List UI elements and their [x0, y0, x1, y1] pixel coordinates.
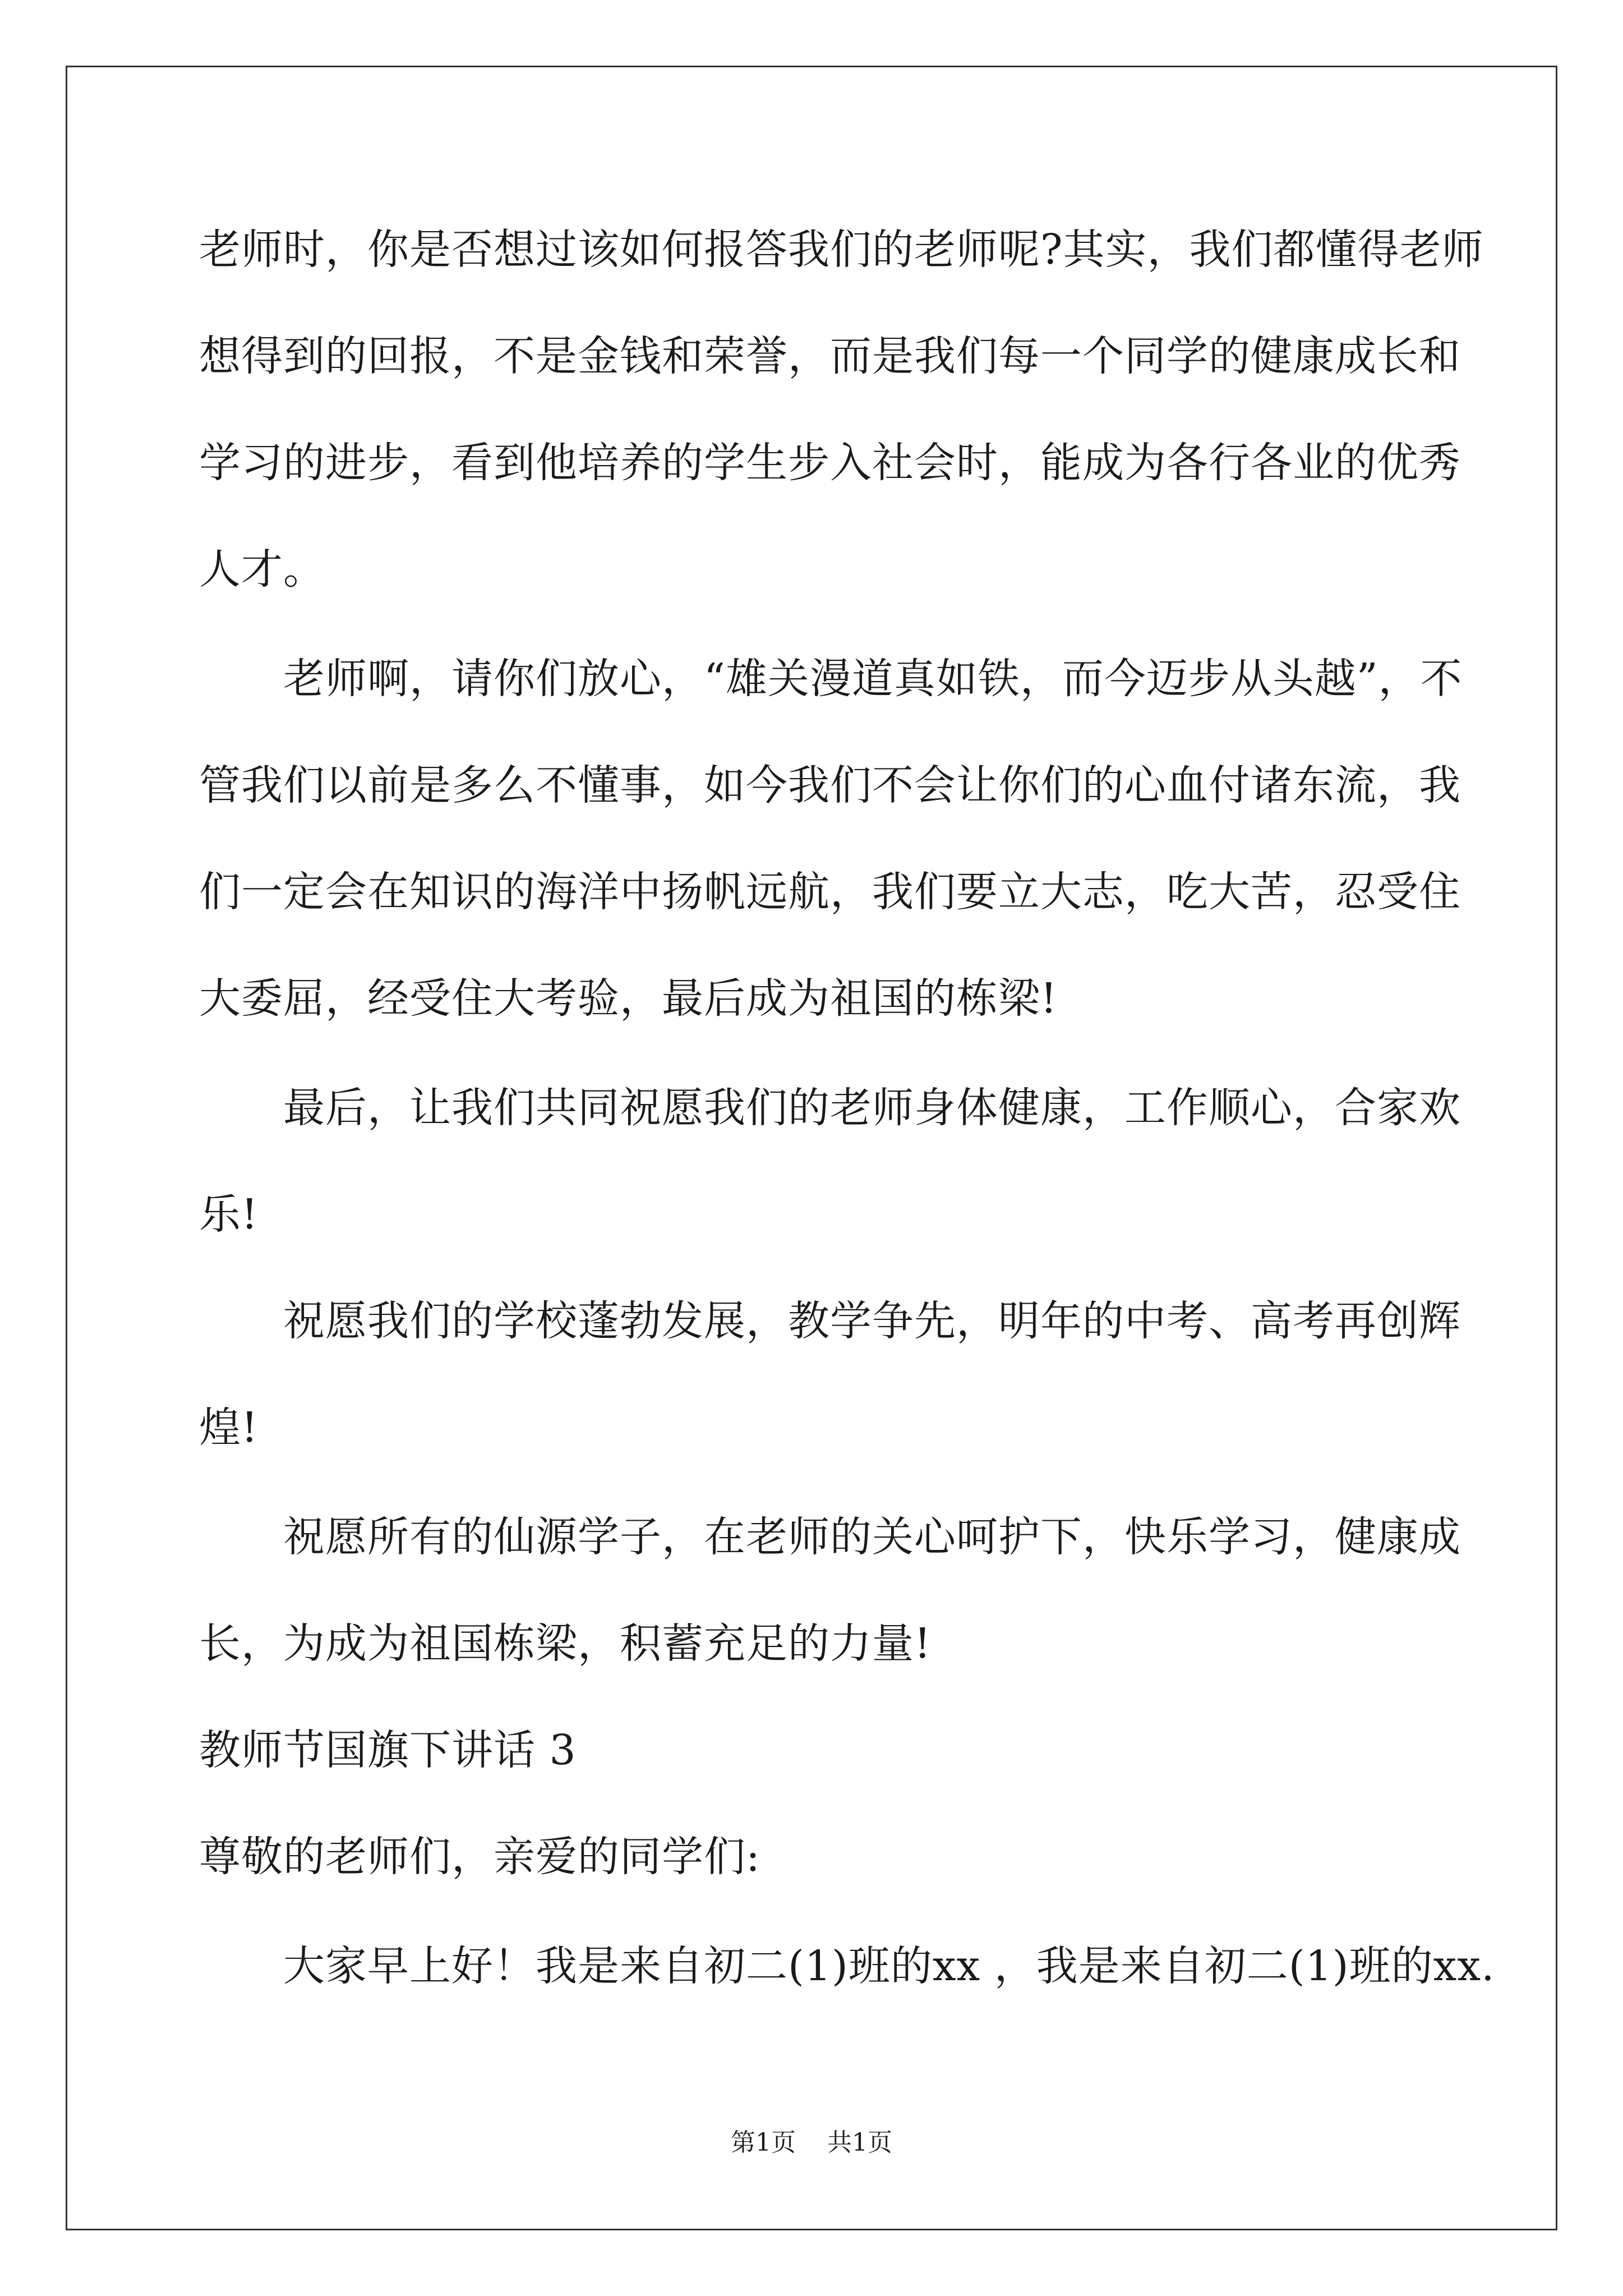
- body-line-4: 人才。: [199, 545, 325, 593]
- body-line-3: 学习的进步，看到他培养的学生步入社会时，能成为各行各业的优秀: [199, 439, 1461, 487]
- body-line-10: 乐!: [199, 1190, 259, 1239]
- body-line-13: 祝愿所有的仙源学子，在老师的关心呵护下，快乐学习，健康成: [283, 1513, 1461, 1561]
- salutation-line: 尊敬的老师们，亲爱的同学们:: [199, 1833, 760, 1881]
- body-line-9: 最后，让我们共同祝愿我们的老师身体健康，工作顺心，合家欢: [283, 1084, 1461, 1132]
- body-line-17: 大家早上好！我是来自初二(1)班的xx ，我是来自初二(1)班的xx.: [283, 1942, 1495, 1990]
- page-total: 共1页: [827, 2128, 892, 2157]
- page-number: 第1页: [731, 2128, 796, 2157]
- body-line-7: 们一定会在知识的海洋中扬帆远航，我们要立大志，吃大苦，忍受住: [199, 868, 1461, 916]
- body-line-1: 老师时，你是否想过该如何报答我们的老师呢?其实，我们都懂得老师: [199, 226, 1484, 274]
- body-line-6: 管我们以前是多么不懂事，如今我们不会让你们的心血付诸东流，我: [199, 761, 1461, 809]
- body-line-11: 祝愿我们的学校蓬勃发展，教学争先，明年的中考、高考再创辉: [283, 1297, 1461, 1345]
- body-line-12: 煌!: [199, 1404, 259, 1452]
- page-footer: [0, 2126, 1623, 2160]
- page-border: [66, 66, 1557, 2230]
- body-line-14: 长，为成为祖国栋梁，积蓄充足的力量!: [199, 1619, 932, 1668]
- body-line-8: 大委屈，经受住大考验，最后成为祖国的栋梁!: [199, 974, 1058, 1023]
- body-line-5: 老师啊，请你们放心，“雄关漫道真如铁，而今迈步从头越”，不: [283, 655, 1463, 703]
- body-line-2: 想得到的回报，不是金钱和荣誉，而是我们每一个同学的健康成长和: [199, 332, 1461, 380]
- section-heading: 教师节国旗下讲话 3: [199, 1726, 577, 1774]
